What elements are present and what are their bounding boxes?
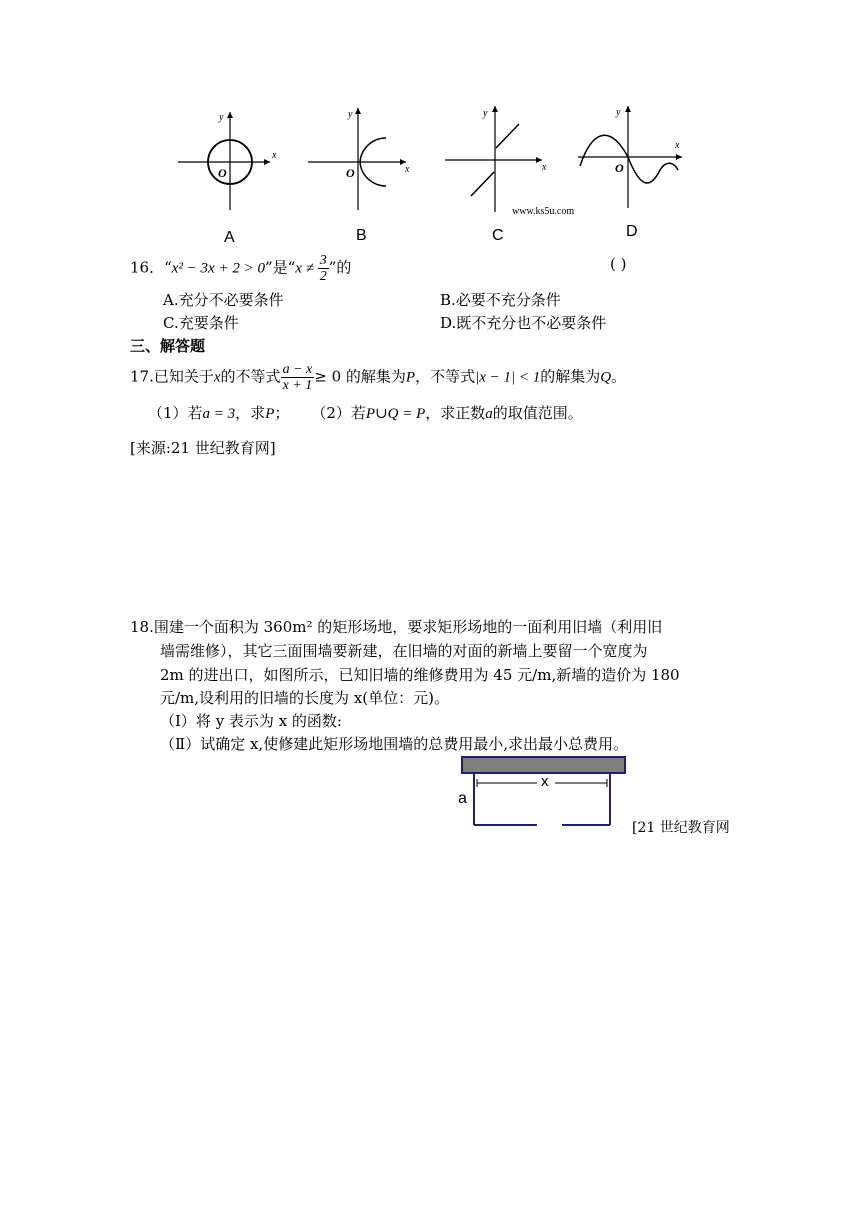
q18-part1: （Ⅰ）将 y 表示为 x 的函数: [160,712,342,730]
svg-text:y: y [483,108,488,119]
svg-text:x: x [542,162,547,173]
graph-a [178,112,277,210]
graph-label-b: B [356,227,367,244]
q18-part2: （Ⅱ）试确定 x,使修建此矩形场地围墙的总费用最小,求出最小总费用。 [160,735,628,753]
graph-label-d: D [626,223,638,240]
svg-text:y: y [616,107,621,118]
graph-label-a: A [224,229,235,246]
graph-label-c: C [492,227,504,244]
q18-figure-svg [455,755,635,830]
q18-line2: 墙需维修），其它三面围墙要新建，在旧墙的对面的新墙上要留一个宽度为 [160,642,648,660]
q16-stem: 16．“x² − 3x + 2 > 0”是“x ≠ $\frac{3}{2}$ ”的 [130,253,352,284]
function-graphs [170,100,700,250]
q18-line3: 2m 的进出口，如图所示，已知旧墙的维修费用为 45 元/m,新墙的造价为 180 [160,666,680,684]
q17-stem: 17.已知关于x的不等式 $\frac{a - x}{x + 1}$ ≥ 0 的解集为P，不等式|x − 1| < 1的解集为Q。 [130,362,627,393]
old-wall [462,757,625,773]
svg-text:O: O [615,161,624,175]
q18-figure [455,755,635,830]
svg-text:y: y [348,109,353,120]
q18-line4: 元/m,设利用的旧墙的长度为 x(单位：元)。 [160,689,449,707]
q18-line1: 18.围建一个面积为 360m² 的矩形场地，要求矩形场地的一面利用旧墙（利用旧 [130,618,663,636]
svg-text:x: x [675,140,680,151]
q16-option-a: A.充分不必要条件 [163,291,284,309]
svg-text:O: O [346,166,355,180]
svg-text:x: x [272,150,277,161]
origin-label: O [218,166,227,180]
graphs-svg [170,100,700,250]
q17-source: [来源:21 世纪教育网] [130,439,276,457]
q17-parts: （1）若a = 3，求P； （2）若P∪Q = P，求正数a的取值范围。 [148,404,583,422]
section-heading: 三、解答题 [130,337,206,355]
q18-source: [21 世纪教育网 [632,820,730,836]
svg-text:x: x [405,164,410,175]
q18-figure-a-label: a [458,790,467,807]
svg-text:y: y [219,112,224,123]
graph-c [445,106,574,217]
q16-option-c: C.充要条件 [163,314,239,332]
graph-b [308,108,410,210]
graph-d [578,106,682,208]
q16-option-b: B.必要不充分条件 [440,291,561,309]
q16-option-d: D.既不充分也不必要条件 [440,314,607,332]
q16-answer-paren: ( ) [610,255,627,273]
watermark-text: www.ks5u.com [512,206,575,217]
q18-figure-x-label: x [541,773,549,790]
